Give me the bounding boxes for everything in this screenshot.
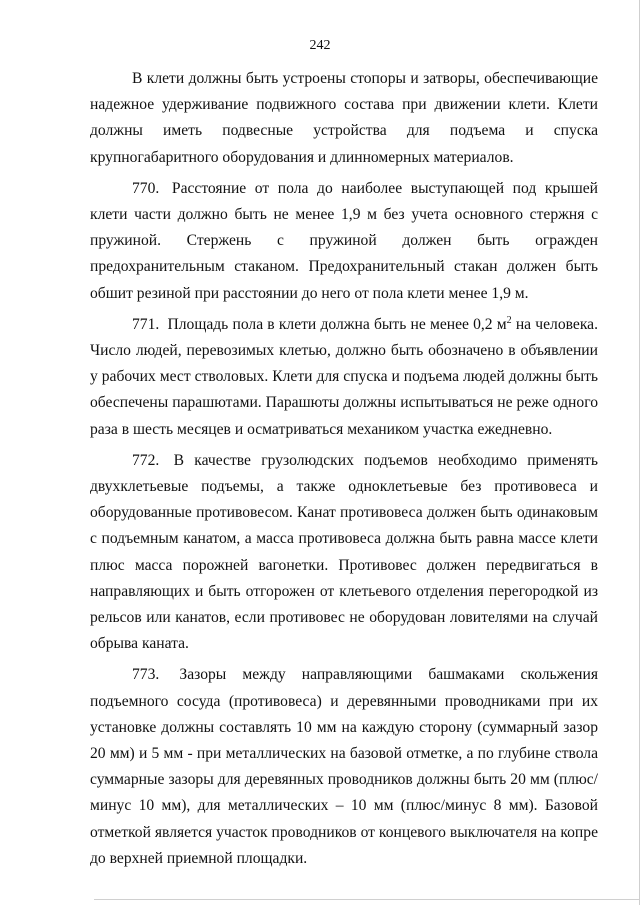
paragraph-770 (90, 176, 598, 307)
page-bottom-border (94, 899, 639, 900)
paragraph-772 (90, 448, 598, 658)
paragraph-text: В клети должны быть устроены стопоры и затворы, обеспечивающие надежное удерживание подвижного состава при движении клети. Клети должны иметь подвесные устройства для подъема и спуска крупногабаритного оборудования и длинномерных материалов. (90, 70, 598, 166)
paragraph-number: 772. (132, 451, 160, 469)
paragraph-text: Расстояние от пола до наиболее выступающей под крышей клети части должно быть не менее 1,9 м без учета основного стержня с пружиной. Стержень с пружиной должен быть огражден предохранительным стаканом. Предохранительный стакан должен быть обшит резиной при расстоянии до него от пола клети менее 1,9 м. (90, 179, 598, 302)
paragraph-number: 773. (132, 666, 160, 684)
paragraph-text-before: Площадь пола в клети должна быть не менее 0,2 м (167, 315, 507, 333)
page-number: 242 (309, 38, 331, 53)
paragraph-text-after: на человека. Число людей, перевозимых клетью, должно быть обозначено в объявлении у рабочих мест стволовых. Клети для спуска и подъема людей должны быть обеспечены парашютами. Парашюты должны испытываться не реже одного раза в шесть месяцев и осматриваться механиком участка ежедневно. (90, 315, 598, 438)
paragraph-771 (90, 312, 598, 443)
square-superscript: 2 (506, 314, 512, 326)
paragraph-773 (90, 662, 598, 872)
paragraph-text: Зазоры между направляющими башмаками скольжения подъемного сосуда (противовеса) и деревянными проводниками при их установке должны составлять 10 мм на каждую сторону (суммарный зазор 20 мм) и 5 мм - при металлических на базовой отметке, а по глубине ствола суммарные зазоры для деревянных проводников должны быть 20 мм (плюс/минус 10 мм), для металлических – 10 мм (плюс/минус 8 мм). Базовой отметкой является участок проводников от концевого выключателя на копре до верхней приемной площадки. (90, 666, 598, 867)
paragraph-number: 771. (132, 315, 160, 333)
document-body (90, 66, 598, 872)
paragraph-text: В качестве грузолюдских подъемов необходимо применять двухклетьевые подъемы, а также одноклетьевые без противовеса и оборудованные противовесом. Канат противовеса должен быть одинаковым с подъемным канатом, а масса противовеса должна быть равна массе клети плюс масса порожней вагонетки. Противовес должен передвигаться в направляющих и быть отгорожен от клетьевого отделения перегородкой из рельсов или канатов, если противовес не оборудован ловителями на случай обрыва каната. (90, 451, 598, 653)
paragraph-intro (90, 66, 598, 171)
paragraph-number: 770. (132, 179, 160, 197)
